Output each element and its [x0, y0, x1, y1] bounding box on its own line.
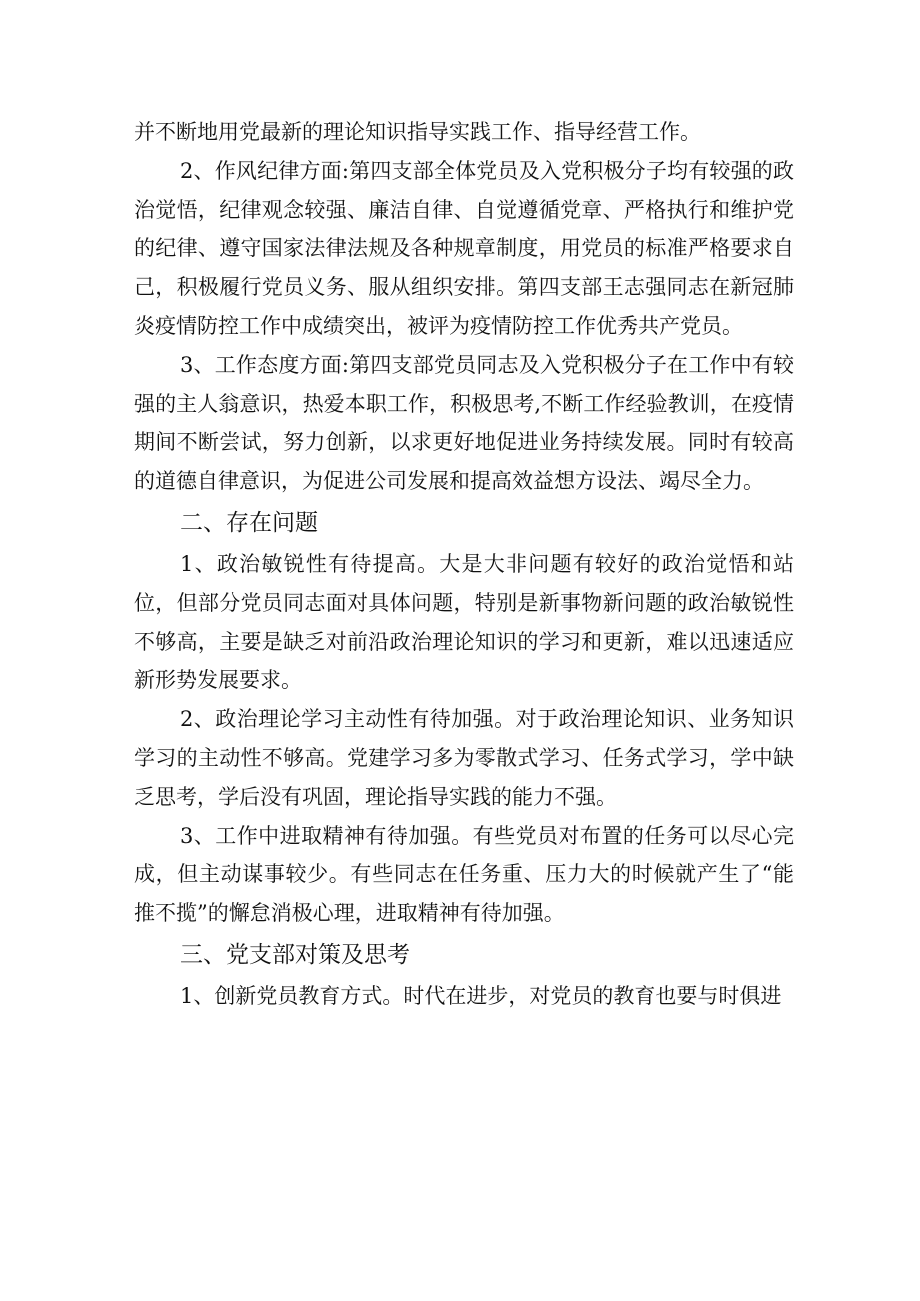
paragraph-education-methods: 1、创新党员教育方式。时代在进步，对党员的教育也要与时俱进 [180, 983, 782, 1008]
section-heading-countermeasures: 三、党支部对策及思考 [180, 941, 410, 968]
paragraph-theory-study: 2、政治理论学习主动性有待加强。对于政治理论知识、业务知识学习的主动性不够高。党建学习多为零散式学习、任务式学习，学中缺乏思考，学后没有巩固，理论指导实践的能力不强。 [134, 707, 794, 809]
paragraph-political-sensitivity: 1、政治敏锐性有待提高。大是大非问题有较好的政治觉悟和站位，但部分党员同志面对具体问题，特别是新事物新问题的政治敏锐性不够高，主要是缺乏对前沿政治理论知识的学习和更新，难以迅速适应新形势发展要求。 [134, 551, 794, 693]
paragraph-discipline: 2、作风纪律方面:第四支部全体党员及入党积极分子均有较强的政治觉悟，纪律观念较强、廉洁自律、自觉遵循党章、严格执行和维护党的纪律、遵守国家法律法规及各种规章制度，用党员的标准严格要求自己，积极履行党员义务、服从组织安排。第四支部王志强同志在新冠肺炎疫情防控工作中成绩突出，被评为疫情防控工作优秀共产党员。 [134, 158, 794, 338]
section-heading-problems: 二、存在问题 [180, 509, 318, 536]
document-body [134, 113, 794, 1016]
paragraph-enterprising-spirit: 3、工作中进取精神有待加强。有些党员对布置的任务可以尽心完成，但主动谋事较少。有些同志在任务重、压力大的时候就产生了“能推不揽”的懈怠消极心理，进取精神有待加强。 [134, 823, 794, 926]
paragraph-continuation: 并不断地用党最新的理论知识指导实践工作、指导经营工作。 [134, 120, 701, 144]
paragraph-work-attitude: 3、工作态度方面:第四支部党员同志及入党积极分子在工作中有较强的主人翁意识，热爱本职工作，积极思考,不断工作经验教训，在疫情期间不断尝试，努力创新，以求更好地促进业务持续发展。同时有较高的道德自律意识，为促进公司发展和提高效益想方设法、竭尽全力。 [134, 352, 794, 494]
